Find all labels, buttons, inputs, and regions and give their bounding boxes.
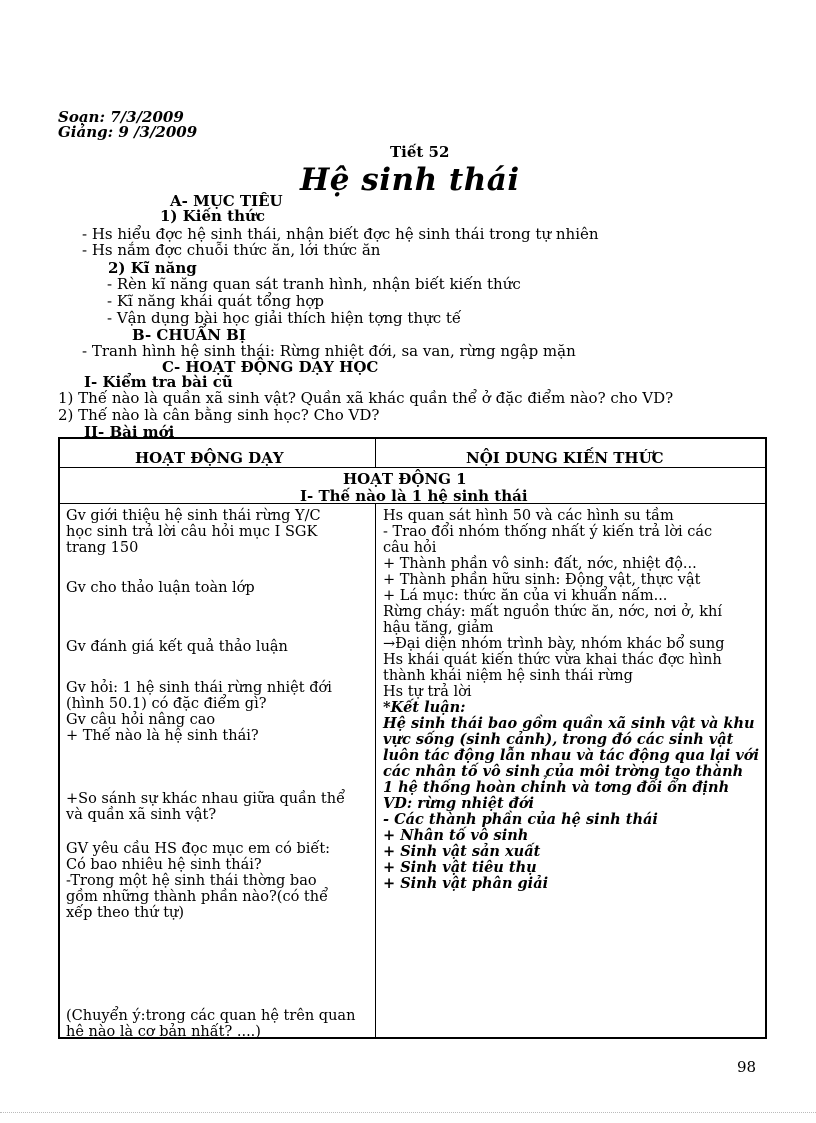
c1-question: 2) Thế nào là cân bằng sinh học? Cho VD?	[58, 406, 380, 424]
left-line: GV yêu cầu HS đọc mục em có biết:	[66, 841, 331, 857]
conclusion-line: + Sinh vật tiêu thụ	[383, 859, 537, 876]
giang-date: Giảng: 9 /3/2009	[58, 123, 198, 141]
conclusion-line: + Sinh vật sản xuất	[383, 843, 541, 860]
right-content	[383, 508, 759, 892]
left-line: trang 150	[66, 540, 139, 556]
right-line: hậu tăng, giảm	[383, 620, 494, 636]
conclusion-line: Hệ sinh thái bao gồm quần xã sinh vật và khu	[383, 715, 755, 732]
left-line: Gv cho thảo luận toàn lớp	[66, 580, 255, 596]
conclusion-line: các nhân tố vô sinh của môi trờng tạo thành	[383, 763, 744, 780]
right-line-text: Đại diện nhóm trình bày, nhóm khác bổ sung	[395, 636, 725, 652]
activity-title: HOẠT ĐỘNG 1	[343, 470, 467, 488]
left-block	[66, 508, 321, 556]
left-line: Có bao nhiêu hệ sinh thái?	[66, 857, 262, 873]
conclusion-line: VD: rừng nhiệt đới	[383, 795, 535, 812]
left-line: Gv câu hỏi nâng cao	[66, 712, 216, 728]
left-line: + Thế nào là hệ sinh thái?	[66, 728, 259, 744]
left-line: học sinh trả lời câu hỏi mục I SGK	[66, 524, 318, 540]
conclusion-line: 1 hệ thống hoàn chỉnh và tơng đối ổn định	[383, 779, 730, 796]
left-line: -Trong một hệ sinh thái thờng bao	[66, 873, 317, 889]
right-line: + Thành phần vô sinh: đất, nớc, nhiệt độ...	[383, 556, 697, 572]
left-line: và quần xã sinh vật?	[66, 807, 217, 823]
page-bottom-rule	[0, 1112, 816, 1114]
table-rule	[58, 467, 767, 468]
dates	[58, 110, 197, 140]
left-block	[66, 841, 330, 921]
left-line: (hình 50.1) có đặc điểm gì?	[66, 696, 267, 712]
right-line: Hs tự trả lời	[383, 684, 472, 700]
left-line: gồm những thành phần nào?(có thể	[66, 889, 328, 905]
a1-item: - Hs nắm đợc chuỗi thức ăn, lới thức ăn	[82, 241, 381, 259]
b-item: - Tranh hình hệ sinh thái: Rừng nhiệt đới, sa van, rừng ngập mặn	[82, 342, 576, 360]
right-line: Hs quan sát hình 50 và các hình su tầm	[383, 508, 674, 524]
conclusion-line: + Nhân tố vô sinh	[383, 827, 529, 844]
right-line: Hs khái quát kiến thức vừa khai thác đợc hình	[383, 652, 722, 668]
section-a2-title: 2) Kĩ năng	[108, 259, 197, 277]
a2-item: - Vận dụng bài học giải thích hiện tợng thực tế	[107, 309, 462, 327]
col-header-content: NỘI DUNG KIẾN THỨC	[466, 449, 664, 467]
left-block	[66, 580, 255, 596]
activity-subtitle: I- Thế nào là 1 hệ sinh thái	[300, 487, 528, 505]
section-c2-title: II- Bài mới	[84, 423, 175, 441]
conclusion-line: - Các thành phần của hệ sinh thái	[383, 811, 658, 828]
table-divider	[375, 437, 376, 468]
left-line: hệ nào là cơ bản nhất? ....)	[66, 1024, 261, 1040]
left-line: Gv giới thiệu hệ sinh thái rừng Y/C	[66, 508, 321, 524]
left-block	[66, 791, 345, 823]
col-header-teaching: HOẠT ĐỘNG DẠY	[135, 449, 284, 467]
section-a1-title: 1) Kiến thức	[160, 207, 266, 225]
left-line: Gv đánh giá kết quả thảo luận	[66, 639, 288, 655]
conclusion-label: *Kết luận:	[383, 699, 466, 716]
table-divider	[375, 504, 376, 1039]
section-b-title: B- CHUẨN BỊ	[132, 326, 246, 344]
page-title: Hệ sinh thái	[300, 162, 520, 198]
right-line	[383, 636, 759, 652]
page-number: 98	[737, 1058, 757, 1076]
a2-item: - Kĩ năng khái quát tổng hợp	[107, 292, 325, 310]
right-line: - Trao đổi nhóm thống nhất ý kiến trả lời các	[383, 524, 713, 540]
arrow-icon: →	[383, 636, 396, 652]
right-line: + Lá mục: thức ăn của vi khuẩn nấm...	[383, 588, 668, 604]
conclusion-line: + Sinh vật phân giải	[383, 875, 549, 892]
left-line: xếp theo thứ tự)	[66, 905, 185, 921]
section-a-title: A- MỤC TIÊU	[170, 192, 283, 210]
a2-item: - Rèn kĩ năng quan sát tranh hình, nhận biết kiến thức	[107, 275, 521, 293]
left-line: +So sánh sự khác nhau giữa quần thể	[66, 791, 346, 807]
left-block	[66, 639, 288, 655]
conclusion-line: vực sống (sinh cảnh), trong đó các sinh vật	[383, 731, 734, 748]
left-line: Gv hỏi: 1 hệ sinh thái rừng nhiệt đới	[66, 680, 332, 696]
c1-question: 1) Thế nào là quần xã sinh vật? Quần xã khác quần thể ở đặc điểm nào? cho VD?	[58, 389, 674, 407]
conclusion-line: luôn tác động lẫn nhau và tác động qua lại với	[383, 747, 759, 764]
section-c1-title: I- Kiểm tra bài cũ	[84, 373, 233, 391]
right-line: thành khái niệm hệ sinh thái rừng	[383, 668, 633, 684]
left-block	[66, 1008, 355, 1040]
lesson-number: Tiết 52	[390, 143, 450, 161]
left-block	[66, 680, 332, 744]
right-line: câu hỏi	[383, 540, 437, 556]
a1-item: - Hs hiểu đợc hệ sinh thái, nhận biết đợc hệ sinh thái trong tự nhiên	[82, 225, 599, 243]
left-line: (Chuyển ý:trong các quan hệ trên quan	[66, 1008, 356, 1024]
soan-date: Soạn: 7/3/2009	[58, 108, 184, 126]
right-line: + Thành phần hữu sinh: Động vật, thực vật	[383, 572, 701, 588]
right-line: Rừng cháy: mất nguồn thức ăn, nớc, nơi ở, khí	[383, 604, 722, 620]
section-c-title: C- HOẠT ĐỘNG DẠY HỌC	[162, 358, 379, 376]
